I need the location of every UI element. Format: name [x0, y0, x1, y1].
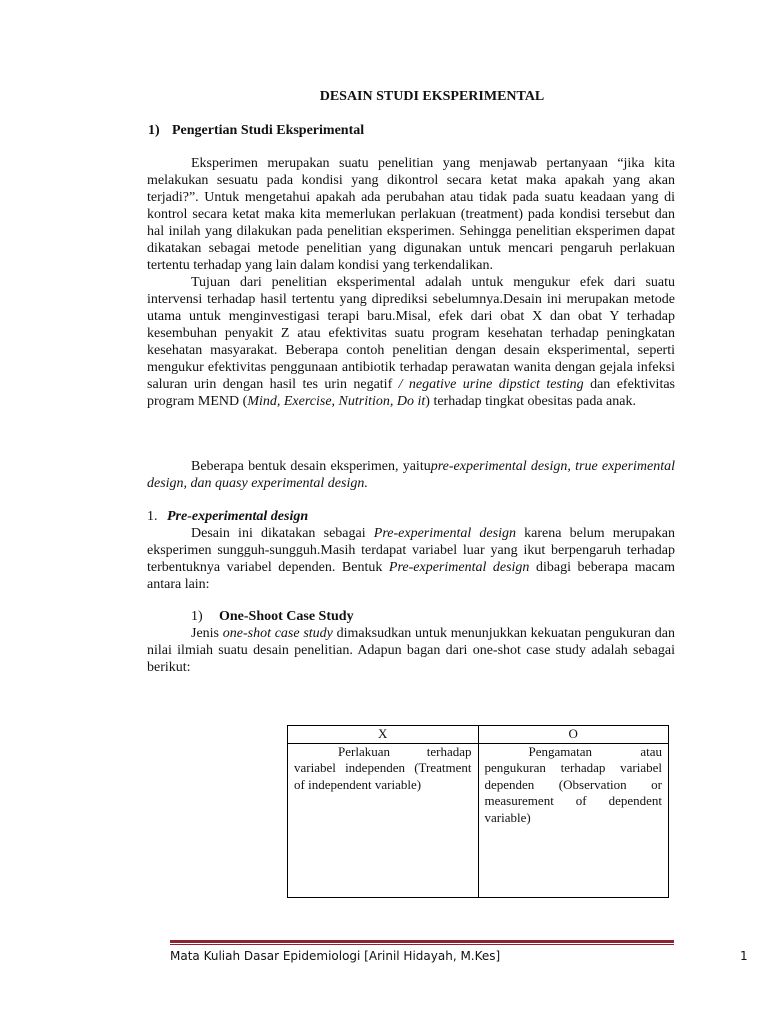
paragraph-3-body: [147, 458, 675, 492]
sub-subsection-number: 1): [191, 609, 203, 624]
paragraph-4-text: karena belum merupakan eksperimen sungguh-sungguh.Masih terdapat variabel luar yang ikut berpengaruh terhadap terbentuknya variabel dependen. Bentuk: [147, 526, 675, 575]
footer-rule-thin: [170, 944, 674, 945]
one-shot-case-study-table: [287, 725, 669, 898]
paragraph-2-text: Tujuan dari penelitian eksperimental adalah untuk mengukur efek dari suatu intervensi terhadap hasil tertentu yang diprediksi sebelumnya.Desain ini merupakan metode utama untuk menginvestigasi terapi baru.Misal, efek dari obat X dan obat Y terhadap kesembuhan penyakit Z atau efektivitas suatu program kesehatan terhadap peningkatan kesehatan masyarakat. Beberapa contoh penelitian dengan desain eksperimental, seperti mengukur efektivitas penggunaan antibiotik terhadap perawatan wanita dengan gejala infeksi saluran urin dengan hasil tes urin negatif: [147, 275, 675, 392]
sub-subsection-heading-text: One-Shoot Case Study: [219, 609, 354, 624]
paragraph-1: Eksperimen merupakan suatu penelitian yang menjawab pertanyaan “jika kita melakukan sesuatu pada kondisi yang dikontrol secara ketat maka apakah yang akan terjadi?”. Untuk mengetahui apakah ada perubahan atau tidak pada suatu keadaan yang di kontrol secara ketat maka kita memerlukan perlakuan (treatment) pada kondisi tersebut dan hal inilah yang dilakukan pada penelitian eksperimen. Sehingga penelitian eksperimen dapat dikatakan sebagai metode penelitian yang digunakan untuk mencari pengaruh perlakuan tertentu terhadap yang lain dalam kondisi yang terkendalikan.: [147, 156, 675, 273]
footer-text: Mata Kuliah Dasar Epidemiologi [Arinil Hidayah, M.Kes]: [170, 949, 501, 963]
section-heading: [148, 122, 364, 139]
table-cell-treatment: [288, 743, 479, 897]
subsection-heading-text: Pre-experimental design: [167, 509, 309, 524]
paragraph-2-italic: / negative urine dipstict testing: [398, 377, 584, 392]
paragraph-2-text: dan efektivitas program MEND (: [147, 377, 675, 409]
table-cell-observation: [478, 743, 669, 897]
paragraph-2-text: ) terhadap tingkat obesitas pada anak.: [425, 394, 636, 409]
paragraph-3-italic: pre-experimental design, true experimental design, dan quasy experimental design.: [147, 459, 676, 491]
table-header-row: [288, 726, 669, 744]
paragraph-5: [147, 625, 675, 676]
subsection-number: 1.: [147, 509, 158, 524]
footer-rule-thick: [170, 940, 674, 943]
paragraph-3-text: Beberapa bentuk desain eksperimen, yaitu: [191, 459, 431, 474]
table-header-x: X: [288, 726, 479, 744]
paragraph-intro: [147, 155, 675, 410]
paragraph-5-text: dimaksudkan untuk menunjukkan kekuatan pengukuran dan nilai ilmiah suatu desain penelitian. Adapun bagan dari one-shot case study adalah sebagai berikut:: [147, 626, 675, 675]
section-number: 1): [148, 123, 160, 138]
page-number: 1: [740, 949, 748, 963]
section-heading-text: Pengertian Studi Eksperimental: [172, 123, 365, 138]
paragraph-2-italic: Mind, Exercise, Nutrition, Do it: [247, 394, 426, 409]
paragraph-5-italic: one-shot case study: [222, 626, 333, 641]
table-cell-text: Pengamatan atau pengukuran terhadap variabel dependen (Observation or measurement of dependent variable): [484, 743, 662, 825]
paragraph-5-body: [147, 625, 675, 676]
paragraph-3: [147, 458, 675, 492]
table-row: [288, 743, 669, 897]
paragraph-2: [147, 274, 675, 410]
document-title: DESAIN STUDI EKSPERIMENTAL: [319, 89, 545, 104]
paragraph-4-text: Desain ini dikatakan sebagai: [191, 526, 374, 541]
paragraph-4: [147, 525, 675, 593]
paragraph-5-text: Jenis: [191, 626, 223, 641]
paragraph-4-body: [147, 525, 675, 593]
subsection-heading: [147, 508, 308, 525]
table-header-o: O: [478, 726, 669, 744]
paragraph-4-text: dibagi beberapa macam antara lain:: [147, 560, 675, 592]
table-cell-text: Perlakuan terhadap variabel independen (Treatment of independent variable): [294, 743, 472, 792]
paragraph-4-italic: Pre-experimental design: [388, 560, 530, 575]
paragraph-4-italic: Pre-experimental design: [373, 526, 516, 541]
sub-subsection-heading: [191, 608, 354, 625]
